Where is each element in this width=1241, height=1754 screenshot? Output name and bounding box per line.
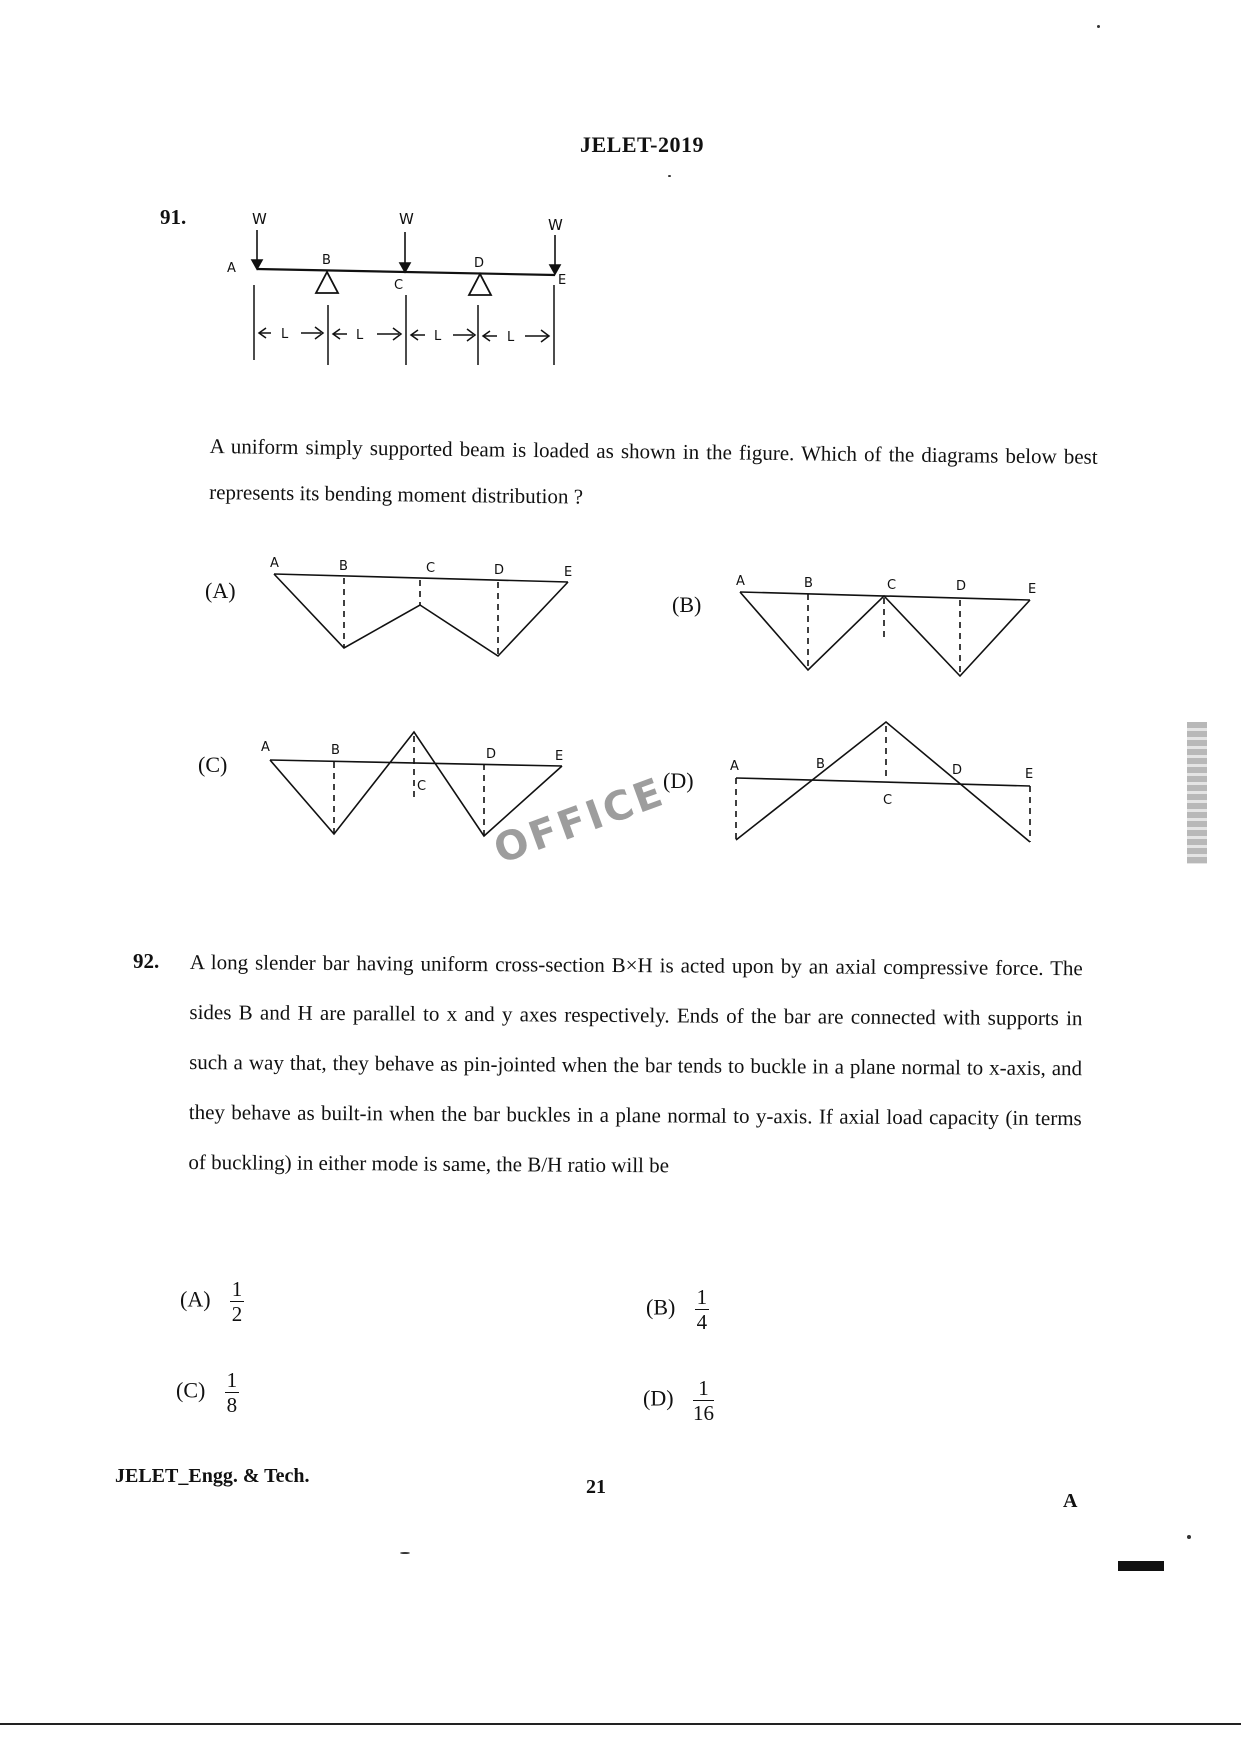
span-label-1: L <box>281 327 289 342</box>
diag-b-label-e: E <box>1028 582 1037 597</box>
q91-option-a-label[interactable]: (A) <box>205 578 236 603</box>
diag-d-label-d: D <box>952 763 963 778</box>
q92-option-d-label: (D) <box>643 1385 674 1411</box>
load-arrows <box>252 230 560 274</box>
diag-c-label-e: E <box>555 749 564 764</box>
diag-a-label-d: D <box>494 563 505 578</box>
q92-option-d[interactable] <box>643 1377 714 1424</box>
q91-diagram-b[interactable] <box>726 570 1046 682</box>
page-header-title: JELET-2019 <box>580 132 705 157</box>
q91-option-c-label[interactable]: (C) <box>198 752 228 777</box>
diag-d-label-b: B <box>816 757 825 772</box>
diag-a-label-e: E <box>564 565 573 580</box>
span-label-4: L <box>507 330 515 345</box>
q92-option-c[interactable] <box>176 1369 239 1416</box>
fig-label-e: E <box>558 273 567 288</box>
diag-c-label-b: B <box>331 743 340 758</box>
q91-diagram-d[interactable] <box>722 718 1042 850</box>
q92-option-b-fraction: $\frac{1}{4}$ <box>696 1285 708 1334</box>
diag-c-label-a: A <box>261 740 270 755</box>
q92-option-c-fraction: $\frac{1}{8}$ <box>226 1368 238 1417</box>
question-91-number: 91. <box>160 205 187 229</box>
diag-d-label-e: E <box>1025 767 1034 782</box>
q91-diagram-a[interactable] <box>260 552 580 664</box>
scan-mark-bottom <box>1118 1561 1164 1571</box>
diag-a-label-b: B <box>339 559 348 574</box>
question-92-text: A long slender bar having uniform cross-section B×H is acted upon by an axial compressive force. The sides B and H are parallel to x and y axes respectively. Ends of the bar are connected with supports in such a way that, they behave as pin-jointed when the bar tends to buckle in a plane normal to x-axis, and they behave as built-in when the bar buckles in a plane normal to y-axis. If axial load capacity (in terms of buckling) in either mode is same, the B/H ratio will be <box>188 949 1083 1178</box>
load-w-1: W <box>252 210 267 228</box>
fig-label-b: B <box>322 253 331 268</box>
fig-label-a: A <box>227 261 236 276</box>
q92-option-a[interactable] <box>180 1278 244 1325</box>
fig-label-d: D <box>474 256 485 271</box>
diag-a-label-c: C <box>426 561 436 576</box>
diag-b-label-a: A <box>736 574 745 589</box>
dimension-lines <box>254 285 554 365</box>
diag-c-label-d: D <box>486 747 497 762</box>
q92-option-a-label: (A) <box>180 1286 211 1312</box>
q92-option-b-label: (B) <box>646 1294 676 1320</box>
question-91-text: A uniform simply supported beam is loaded as shown in the figure. Which of the diagrams below best represents its bending moment distribution ? <box>209 433 1098 509</box>
q92-option-b[interactable] <box>646 1286 709 1333</box>
diag-d-label-a: A <box>730 759 739 774</box>
diag-b-label-c: C <box>887 578 897 593</box>
diag-b-label-d: D <box>956 579 967 594</box>
q92-option-c-label: (C) <box>176 1377 206 1403</box>
footer-set-code: A <box>1063 1490 1078 1512</box>
support-b <box>316 272 338 293</box>
q91-beam-figure <box>215 205 575 395</box>
fig-label-c: C <box>394 278 404 293</box>
diag-b-label-b: B <box>804 576 813 591</box>
load-w-2: W <box>399 210 414 228</box>
office-stamp: OFFICE <box>488 769 672 874</box>
q92-option-d-fraction: $\frac{1}{16}$ <box>693 1376 715 1425</box>
footer-left: JELET_Engg. & Tech. <box>115 1465 310 1487</box>
question-92-number: 92. <box>133 949 160 973</box>
q92-option-a-fraction: $\frac{1}{2}$ <box>231 1277 243 1326</box>
span-label-3: L <box>434 329 442 344</box>
load-w-3: W <box>548 216 563 234</box>
diag-d-label-c: C <box>883 793 893 808</box>
support-d <box>469 274 491 295</box>
diag-c-label-c: C <box>417 779 427 794</box>
span-label-2: L <box>356 328 364 343</box>
q91-option-b-label[interactable]: (B) <box>672 592 702 617</box>
scan-mark-right <box>1187 722 1207 864</box>
page-bottom-rule <box>0 1723 1241 1725</box>
footer-page-number: 21 <box>586 1476 606 1498</box>
diag-a-label-a: A <box>270 556 279 571</box>
q91-option-d-label[interactable]: (D) <box>663 768 694 793</box>
